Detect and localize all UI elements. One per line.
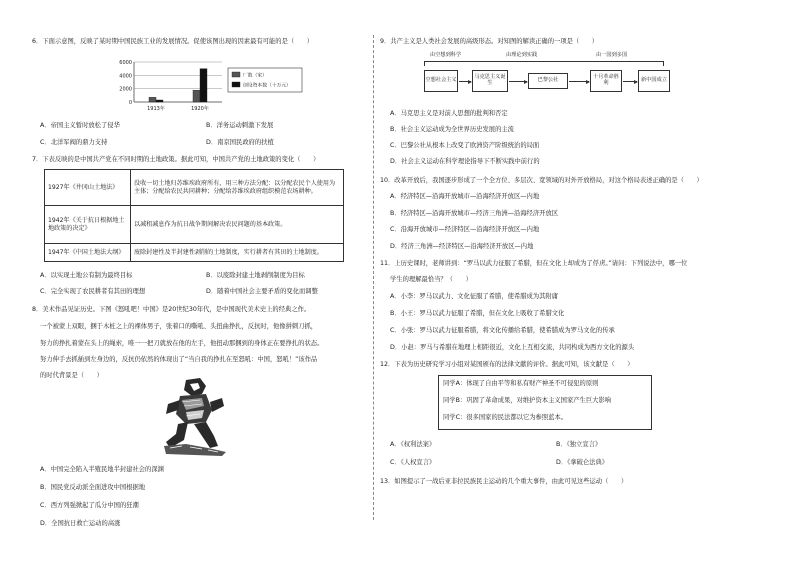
q12-option-c[interactable]: C．《人权宣言》 [390, 459, 436, 466]
comment-line: 同学A：体现了自由平等和私有财产神圣不可侵犯的原则 [443, 380, 599, 387]
flow-label: 由空想到科学 [430, 52, 462, 58]
q11-stem-line-2: 学生的理解最恰当？（ ） [390, 276, 472, 283]
q9-option-b[interactable]: B．社会主义运动成为全世界历史发展的主流 [390, 126, 514, 133]
arrow-icon [509, 81, 527, 82]
flow-label: 由一国到多国 [596, 52, 628, 58]
woodcut-artwork-image [156, 374, 232, 458]
x-tick-label: 1920年 [191, 106, 209, 112]
q11-option-d[interactable]: D．小赵：罗马与希腊在地理上相距很近，文化上互相交流，共同构成为西方文化的源头 [390, 344, 635, 351]
table-cell-period: 1927年《井冈山土地法》 [45, 170, 131, 206]
q7-stem: 7．下表反映的是中国共产党在不同时期的土地政策。据此可知，中国共产党的土地政策的变化（ ） [32, 156, 320, 163]
flow-bracket [424, 61, 664, 66]
q12-comment-box [438, 375, 652, 430]
legend-label: 厂数（家） [243, 73, 267, 79]
q7-option-b[interactable]: B．以废除封建土地剥削制度为目标 [206, 272, 305, 279]
q8-stem-line-1: 8．美术作品见证历史。下图《怒吼吧！中国》是20世纪30年代，是中国现代美术史上的经典之作。 [32, 306, 311, 313]
q8-option-a[interactable]: A．中国完全陷入半殖民地半封建社会的深渊 [40, 466, 164, 473]
q9-option-c[interactable]: C．巴黎公社从根本上改变了欧洲资产阶级统治的局面 [390, 142, 540, 149]
q10-stem: 10．改革开放后，我国逐步形成了一个全方位、多层次、宽领域的对外开放格局，对这个格局表述正确的是（ ） [380, 177, 703, 184]
legend-swatch [232, 82, 240, 87]
x-tick-label: 1913年 [147, 106, 165, 112]
bar-capital [200, 69, 207, 102]
q12-option-a[interactable]: A．《权利法案》 [390, 441, 436, 448]
arrow-icon [623, 81, 637, 82]
q7-policy-table [44, 169, 344, 262]
q6-stem: 6．下面示意图，反映了某时期中国民族工业的发展情况。促使该图出现的因素最有可能的是（ ） [32, 38, 314, 45]
flow-node: 空想社会主义 [424, 70, 458, 92]
comment-line: 同学B：巩固了革命成果，对维护资本主义国家产生巨大影响 [443, 397, 612, 404]
legend-swatch [232, 72, 240, 77]
bar-factories [193, 90, 200, 102]
y-tick-label: 2000 [119, 86, 132, 93]
q9-option-d[interactable]: D．社会主义运动在科学理论指导下不断实践中前行的 [390, 158, 540, 165]
q8-option-d[interactable]: D．全国抗日救亡运动的高涨 [40, 520, 121, 527]
q6-option-c[interactable]: C．北洋军阀的鼎力支持 [40, 139, 108, 146]
q10-option-b[interactable]: B．经济特区—沿海开放城市—经济三角洲—沿海经济开放区 [390, 210, 559, 217]
table-row [45, 170, 344, 206]
q6-option-a[interactable]: A．帝国主义暂时放松了侵华 [40, 122, 120, 129]
q6-bar-chart [110, 58, 310, 118]
q11-option-a[interactable]: A．小李：罗马以武力、文化征服了希腊，使希腊成为其附庸 [390, 293, 559, 300]
table-row [45, 206, 344, 244]
arrow-icon [569, 81, 589, 82]
q10-option-a[interactable]: A．经济特区—沿海开放城市—沿海经济开放区—内地 [390, 193, 540, 200]
flow-node: 巴黎公社 [528, 73, 568, 89]
q9-stem: 9．共产主义是人类社会发展的高级形态。对知图的解读正确的一项是（ ） [380, 38, 599, 45]
arrow-icon [459, 81, 471, 82]
q7-option-c[interactable]: C．完全实现了农民耕者有其田的理想 [40, 288, 146, 295]
q11-option-b[interactable]: B．小王：罗马以武力征服了希腊，但在文化上吸收了希腊文化 [390, 310, 565, 317]
flow-node: 新中国成立 [638, 70, 670, 92]
q10-option-d[interactable]: D．经济三角洲—经济特区—沿海经济开放区—内地 [390, 243, 534, 250]
flow-node: 马克思主义诞生 [472, 70, 508, 92]
table-cell-period: 1942年《关于抗日根据地土地政策的决定》 [45, 206, 131, 244]
q11-option-c[interactable]: C．小张：罗马以武力征服希腊，将文化传播给希腊，使希腊成为罗马文化的传承 [390, 327, 615, 334]
column-divider [373, 35, 374, 520]
table-cell-period: 1947年《中国土地法大纲》 [45, 244, 131, 262]
flow-node: 十月革命胜利 [590, 70, 622, 92]
q7-option-d[interactable]: D．随着中国社会主要矛盾的变化而调整 [206, 288, 318, 295]
q8-stem-line-3: 努力的挣扎着蒙在头上的绳索，唯一一把刀就放在他的左手，他扭动那捆到的身体正在要挣扎的状态。 [40, 340, 324, 347]
legend [228, 68, 302, 92]
table-row [45, 244, 344, 262]
q6-option-b[interactable]: B．洋务运动刺激下发展 [206, 122, 274, 129]
q12-stem: 12．下表为历史研究学习小组对某国颁布的法律文献的评价。据此可知，该文献是（ ） [380, 361, 634, 368]
table-cell-policy: 没收一切土地归苏维埃政府所有，用三种方法分配：以分配农民个人使用为主体；分配给农民共同耕种；分配给苏维埃政府组织模范农场耕种。 [131, 170, 344, 206]
q8-stem-line-2: 一个被蒙上双眼，捆于木桩之上的裸体男子，张着口的嘶吼、头扭曲挣扎，反抗时，他像拼刺刀抓， [40, 323, 318, 330]
y-tick-label: 4000 [119, 73, 132, 80]
flow-label: 由理论到实践 [506, 52, 538, 58]
y-tick-label: 6000 [119, 60, 132, 66]
q10-option-c[interactable]: C．沿海开放城市—经济特区—沿海经济开放区—内地 [390, 226, 540, 233]
q8-stem-line-5: 的时代背景是（ ） [40, 372, 103, 379]
bars [149, 69, 207, 102]
q9-flow-diagram [424, 52, 684, 108]
q7-option-a[interactable]: A．以实现土地公有制为最终目标 [40, 272, 133, 279]
y-tick-label: 0 [128, 100, 132, 106]
q12-option-d[interactable]: D．《拿破仑法典》 [556, 459, 609, 466]
q8-stem-line-4: 努力伸手去抓插到左身边的，反抗仍依然的体现出了“当自我的挣扎在至怒吼：中国，怒吼！”该作品 [40, 356, 318, 363]
q8-option-c[interactable]: C．西方列强掀起了瓜分中国的狂潮 [40, 502, 139, 509]
q13-stem: 13．如图提示了一战后亚非拉民族民主运动的几个重大事件，由此可见这些运动（ ） [380, 478, 628, 485]
bar-factories [149, 97, 156, 102]
q6-option-d[interactable]: D．南京国民政府的扶植 [206, 139, 274, 146]
q11-stem-line-1: 11．上历史课时，老师讲到：“罗马以武力征服了希腊，但在文化上却成为了俘虏。”请问：下列说法中，哪一位 [380, 260, 688, 267]
table-cell-policy: 废除封建性及半封建性剥削的土地制度，实行耕者有其田的土地制度。 [131, 244, 344, 262]
q9-option-a[interactable]: A．马克思主义是对前人思想的批判和否定 [390, 110, 508, 117]
x-tick-labels [147, 105, 209, 112]
q8-option-b[interactable]: B．国民党反动派全面进攻中国根据地 [40, 484, 146, 491]
comment-line: 同学C：很多国家的民法都以它为参照蓝本。 [443, 414, 568, 421]
legend-label: 创设资本数（十万元） [243, 83, 291, 89]
bar-capital [156, 100, 163, 102]
table-cell-policy: 以减租减息作为抗日战争期间解决农民问题的基本政策。 [131, 206, 344, 244]
q12-option-b[interactable]: B．《独立宣言》 [556, 441, 602, 448]
